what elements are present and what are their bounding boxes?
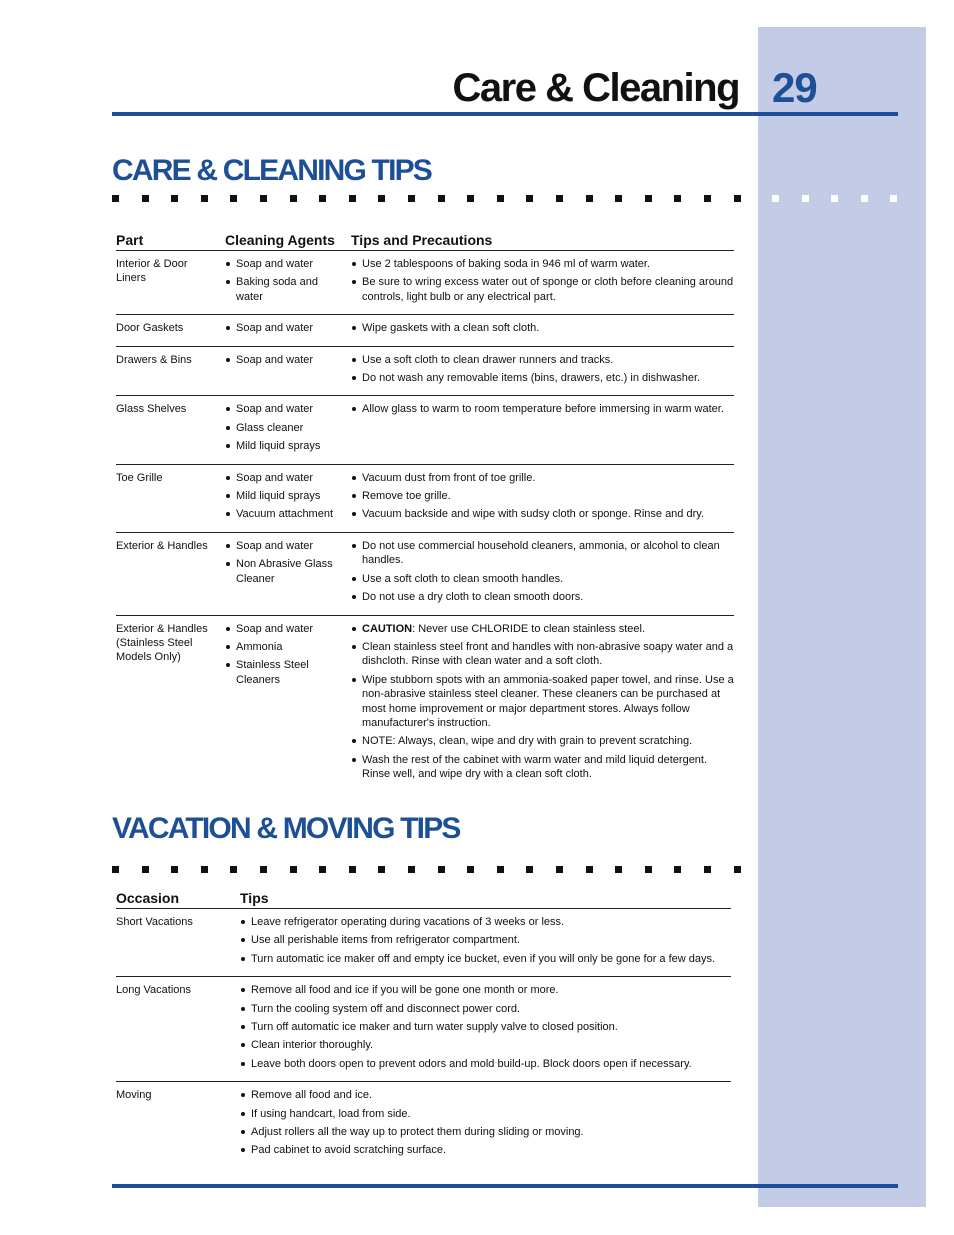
divider-dot bbox=[645, 866, 652, 873]
occasion-cell: Long Vacations bbox=[116, 977, 240, 1082]
list-item: Use a soft cloth to clean smooth handles. bbox=[351, 572, 734, 586]
list-item: Allow glass to warm to room temperature before immersing in warm water. bbox=[351, 402, 734, 416]
divider-dot bbox=[408, 195, 415, 202]
divider-dot bbox=[674, 866, 681, 873]
vacation-table bbox=[116, 888, 731, 1168]
divider-dot bbox=[142, 195, 149, 202]
list-item: Leave both doors open to prevent odors and mold build-up. Block doors open if necessary. bbox=[240, 1057, 731, 1071]
divider-dot bbox=[171, 866, 178, 873]
part-cell: Door Gaskets bbox=[116, 315, 225, 346]
part-cell: Exterior & Handles bbox=[116, 532, 225, 615]
tips-list bbox=[240, 983, 731, 1071]
divider-dot bbox=[438, 866, 445, 873]
list-item: Do not use commercial household cleaners, ammonia, or alcohol to clean handles. bbox=[351, 539, 734, 568]
agents-cell bbox=[225, 346, 351, 396]
list-item: Ammonia bbox=[225, 640, 341, 654]
agents-cell bbox=[225, 615, 351, 792]
list-item: Soap and water bbox=[225, 257, 341, 271]
table-row bbox=[116, 615, 734, 792]
list-item: Wipe gaskets with a clean soft cloth. bbox=[351, 321, 734, 335]
caution-text: : Never use CHLORIDE to clean stainless steel. bbox=[412, 622, 646, 635]
part-cell: Drawers & Bins bbox=[116, 346, 225, 396]
part-cell: Interior & Door Liners bbox=[116, 251, 225, 315]
list-item: Clean stainless steel front and handles with non-abrasive soapy water and a dishcloth. Rinse with clean water and a soft cloth. bbox=[351, 640, 734, 669]
list-item: Do not use a dry cloth to clean smooth doors. bbox=[351, 590, 734, 604]
col-header-part: Part bbox=[116, 230, 225, 251]
agents-list bbox=[225, 622, 341, 688]
list-item: Non Abrasive Glass Cleaner bbox=[225, 557, 341, 586]
part-cell: Toe Grille bbox=[116, 464, 225, 532]
occasion-cell: Short Vacations bbox=[116, 909, 240, 977]
list-item: Adjust rollers all the way up to protect them during sliding or moving. bbox=[240, 1125, 731, 1139]
divider-dot bbox=[615, 195, 622, 202]
divider-dot bbox=[438, 195, 445, 202]
list-item: Soap and water bbox=[225, 622, 341, 636]
tips-cell bbox=[351, 532, 734, 615]
divider-dot bbox=[704, 195, 711, 202]
divider-dot bbox=[467, 866, 474, 873]
list-item: Glass cleaner bbox=[225, 421, 341, 435]
list-item: Soap and water bbox=[225, 471, 341, 485]
table-row bbox=[116, 909, 731, 977]
divider-dot bbox=[349, 866, 356, 873]
divider-dot bbox=[230, 195, 237, 202]
divider-dot bbox=[112, 195, 119, 202]
tips-list bbox=[351, 257, 734, 304]
divider-dot bbox=[290, 866, 297, 873]
tips-cell bbox=[351, 315, 734, 346]
divider-dot bbox=[497, 866, 504, 873]
list-item: Turn automatic ice maker off and empty ice bucket, even if you will only be gone for a few days. bbox=[240, 952, 731, 966]
list-item: Vacuum backside and wipe with sudsy cloth or sponge. Rinse and dry. bbox=[351, 507, 734, 521]
divider-dot bbox=[526, 866, 533, 873]
list-item: Use a soft cloth to clean drawer runners and tracks. bbox=[351, 353, 734, 367]
divider-dot bbox=[615, 866, 622, 873]
divider-dot bbox=[831, 195, 838, 202]
divider-dot bbox=[861, 195, 868, 202]
tips-cell bbox=[351, 251, 734, 315]
divider-dot bbox=[230, 866, 237, 873]
agents-cell bbox=[225, 532, 351, 615]
part-cell: Glass Shelves bbox=[116, 396, 225, 464]
caution-item bbox=[351, 622, 734, 636]
divider-dot bbox=[586, 866, 593, 873]
list-item: Use all perishable items from refrigerator compartment. bbox=[240, 933, 731, 947]
divider-dot bbox=[408, 866, 415, 873]
table-row bbox=[116, 977, 731, 1082]
divider-dot bbox=[201, 866, 208, 873]
divider-dot bbox=[319, 195, 326, 202]
col-header-occasion: Occasion bbox=[116, 888, 240, 909]
list-item: Vacuum attachment bbox=[225, 507, 341, 521]
divider-dot bbox=[734, 195, 741, 202]
table-row bbox=[116, 1082, 731, 1168]
list-item: Soap and water bbox=[225, 321, 341, 335]
list-item: Remove all food and ice if you will be gone one month or more. bbox=[240, 983, 731, 997]
divider-dot bbox=[260, 195, 267, 202]
list-item: Pad cabinet to avoid scratching surface. bbox=[240, 1143, 731, 1157]
list-item: If using handcart, load from side. bbox=[240, 1107, 731, 1121]
divider-dot bbox=[645, 195, 652, 202]
divider-dot bbox=[526, 195, 533, 202]
table-row bbox=[116, 532, 734, 615]
divider-dot bbox=[201, 195, 208, 202]
table-row bbox=[116, 251, 734, 315]
tips-cell bbox=[351, 346, 734, 396]
header-rule bbox=[112, 112, 898, 116]
tips-cell bbox=[351, 464, 734, 532]
part-cell: Exterior & Handles (Stainless Steel Models Only) bbox=[116, 622, 208, 664]
page-title: Care & Cleaning bbox=[452, 66, 739, 110]
agents-cell bbox=[225, 315, 351, 346]
divider-dot bbox=[556, 866, 563, 873]
list-item: Be sure to wring excess water out of sponge or cloth before cleaning around controls, light bulb or any electrical part. bbox=[351, 275, 734, 304]
divider-dot bbox=[349, 195, 356, 202]
list-item: Mild liquid sprays bbox=[225, 439, 341, 453]
tips-cell bbox=[240, 909, 731, 977]
list-item: Leave refrigerator operating during vacations of 3 weeks or less. bbox=[240, 915, 731, 929]
tips-list bbox=[351, 321, 734, 335]
divider-dot bbox=[890, 195, 897, 202]
footer-rule bbox=[112, 1184, 898, 1188]
list-item: Baking soda and water bbox=[225, 275, 341, 304]
divider-dot bbox=[772, 195, 779, 202]
agents-cell bbox=[225, 464, 351, 532]
list-item: Do not wash any removable items (bins, drawers, etc.) in dishwasher. bbox=[351, 371, 734, 385]
caution-label: CAUTION bbox=[362, 622, 413, 635]
tips-cell bbox=[351, 396, 734, 464]
list-item: Remove toe grille. bbox=[351, 489, 734, 503]
page-number: 29 bbox=[772, 64, 817, 111]
list-item: Wipe stubborn spots with an ammonia-soaked paper towel, and rinse. Use a non-abrasive stainless steel cleaner. These cleaners can be purchased at most home improvement or major department stores. Always follow manufacturer's instruction. bbox=[351, 673, 734, 731]
occasion-cell: Moving bbox=[116, 1089, 152, 1102]
divider-dot bbox=[319, 866, 326, 873]
divider-dot bbox=[290, 195, 297, 202]
divider-dot bbox=[142, 866, 149, 873]
tips-list bbox=[351, 353, 734, 386]
agents-cell bbox=[225, 251, 351, 315]
list-item: Turn the cooling system off and disconnect power cord. bbox=[240, 1002, 731, 1016]
agents-list bbox=[225, 539, 341, 586]
tips-list bbox=[351, 539, 734, 605]
divider-dot bbox=[378, 866, 385, 873]
agents-list bbox=[225, 257, 341, 304]
divider-dot bbox=[171, 195, 178, 202]
vacation-section-title: VACATION & MOVING TIPS bbox=[112, 812, 460, 845]
table-row bbox=[116, 346, 734, 396]
divider-dot bbox=[556, 195, 563, 202]
col-header-agents: Cleaning Agents bbox=[225, 230, 351, 251]
care-section-title: CARE & CLEANING TIPS bbox=[112, 154, 432, 187]
side-panel bbox=[758, 27, 926, 1207]
list-item: Turn off automatic ice maker and turn water supply valve to closed position. bbox=[240, 1020, 731, 1034]
divider-dot bbox=[586, 195, 593, 202]
agents-cell bbox=[225, 396, 351, 464]
divider-dot bbox=[704, 866, 711, 873]
divider-dot bbox=[378, 195, 385, 202]
tips-list bbox=[240, 1088, 731, 1158]
table-row bbox=[116, 464, 734, 532]
tips-list bbox=[240, 915, 731, 966]
divider-dot bbox=[734, 866, 741, 873]
agents-list bbox=[225, 402, 341, 453]
list-item: Use 2 tablespoons of baking soda in 946 ml of warm water. bbox=[351, 257, 734, 271]
list-item: Soap and water bbox=[225, 353, 341, 367]
divider-dot bbox=[112, 866, 119, 873]
list-item: Vacuum dust from front of toe grille. bbox=[351, 471, 734, 485]
col-header-tips: Tips and Precautions bbox=[351, 230, 734, 251]
divider-dot bbox=[497, 195, 504, 202]
list-item: Mild liquid sprays bbox=[225, 489, 341, 503]
table-row bbox=[116, 396, 734, 464]
agents-list bbox=[225, 321, 341, 335]
list-item: Wash the rest of the cabinet with warm water and mild liquid detergent. Rinse well, and wipe dry with a clean soft cloth. bbox=[351, 753, 734, 782]
agents-list bbox=[225, 353, 341, 367]
tips-cell bbox=[351, 615, 734, 792]
table-row bbox=[116, 315, 734, 346]
list-item: Soap and water bbox=[225, 539, 341, 553]
list-item: NOTE: Always, clean, wipe and dry with grain to prevent scratching. bbox=[351, 734, 734, 748]
list-item: Soap and water bbox=[225, 402, 341, 416]
list-item: Clean interior thoroughly. bbox=[240, 1038, 731, 1052]
tips-list bbox=[351, 471, 734, 522]
agents-list bbox=[225, 471, 341, 522]
tips-cell bbox=[240, 977, 731, 1082]
care-table bbox=[116, 230, 734, 792]
tips-list bbox=[351, 402, 734, 416]
list-item: Stainless Steel Cleaners bbox=[225, 658, 341, 687]
tips-list bbox=[351, 622, 734, 782]
divider-dot bbox=[802, 195, 809, 202]
tips-cell bbox=[240, 1082, 731, 1168]
divider-dot bbox=[674, 195, 681, 202]
list-item: Remove all food and ice. bbox=[240, 1088, 731, 1102]
divider-dot bbox=[467, 195, 474, 202]
divider-dot bbox=[260, 866, 267, 873]
col-header-tips: Tips bbox=[240, 888, 731, 909]
